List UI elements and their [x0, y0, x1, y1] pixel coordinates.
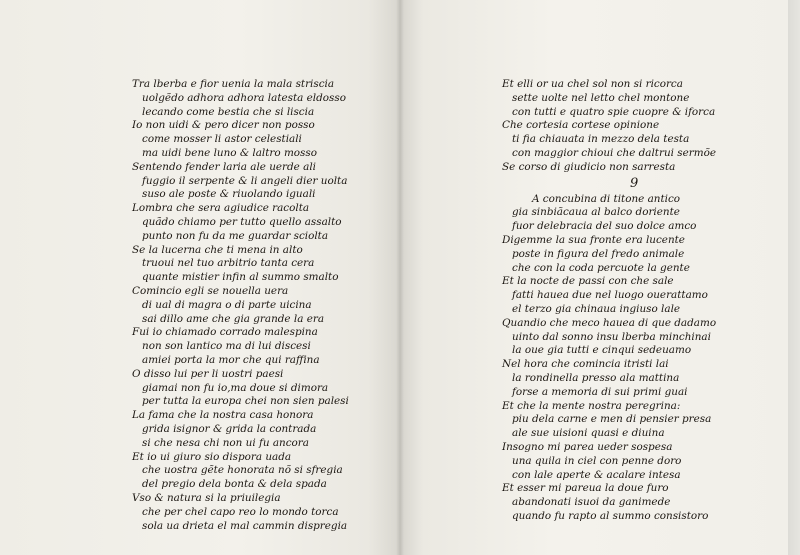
verse-line: per tutta la europa chei non sien palesi	[142, 395, 349, 408]
verse-line: Sentendo fender laria ale uerde ali	[132, 160, 316, 173]
verse-line: Nel hora che comincia itristi lai	[502, 358, 669, 371]
verse-line: piu dela carne e men di pensier presa	[512, 413, 712, 426]
canto-first-line	[502, 193, 716, 207]
verse-line: Et che la mente nostra peregrina:	[502, 399, 681, 412]
verse-line: Insogno mi parea ueder sospesa	[502, 440, 673, 453]
verse-line: Fui io chiamado corrado malespina	[132, 326, 318, 339]
verse-line: Et io ui giuro sio dispora uada	[132, 450, 292, 463]
verse-line: sola ua drieta el mal cammin dispregia	[142, 519, 348, 532]
verse-line: la rondinella presso ala mattina	[512, 371, 680, 384]
verse-line: suso ale poste & riuolando iguali	[142, 188, 316, 201]
verse-line: truoui nel tuo arbitrio tanta cera	[142, 257, 315, 270]
verse-line: Che cortesia cortese opinione	[502, 119, 660, 132]
left-page-text	[132, 78, 349, 533]
right-page-text-top	[502, 78, 716, 175]
verse-line: fatti hauea due nel luogo ouerattamo	[512, 289, 708, 302]
verse-line: quãdo chiamo per tutto quello assalto	[142, 215, 342, 228]
verse-line: Et elli or ua chel sol non si ricorca	[502, 78, 683, 90]
verse-line: Comincio egli se nouella uera	[132, 284, 289, 297]
verse-line: poste in figura del fredo animale	[512, 247, 685, 260]
background-edge	[788, 0, 800, 555]
verse-line: sette uolte nel letto chel montone	[512, 91, 690, 104]
verse-line: gia sinbiãcaua al balco doriente	[512, 206, 680, 219]
verse-line: Vso & natura si la priuilegia	[132, 491, 281, 504]
verse-line: con lale aperte & acalare intesa	[512, 468, 681, 481]
right-page-text-bottom	[502, 206, 716, 523]
verse-line: sai dillo ame che gia grande la era	[142, 312, 325, 325]
verse-line: Et la nocte de passi con che sale	[502, 275, 674, 288]
verse-line: punto non fu da me guardar sciolta	[142, 229, 329, 242]
verse-line: Se corso di giudicio non sarresta	[502, 160, 676, 173]
verse-line: Digemme la sua fronte era lucente	[502, 233, 685, 246]
verse-line: Tra lberba e fior uenia la mala striscia	[132, 78, 335, 90]
verse-line: con maggior chioui che daltrui sermõe	[512, 146, 716, 159]
verse-line: O disso lui per li uostri paesi	[132, 367, 284, 380]
verse-line: Io non uidi & pero dicer non posso	[132, 119, 315, 132]
verse-line: ma uidi bene luno & laltro mosso	[142, 146, 317, 159]
verse-line: Quandio che meco hauea di que dadamo	[502, 316, 717, 329]
verse-line: che uostra gẽte honorata nõ si sfregia	[142, 464, 343, 477]
book-gutter	[396, 0, 404, 555]
verse-line: giamai non fu io,ma doue si dimora	[142, 381, 329, 394]
verse-line: Lombra che sera agiudice racolta	[132, 202, 310, 215]
right-page-text	[502, 78, 716, 524]
verse-line: la oue gia tutti e cinqui sedeuamo	[512, 344, 692, 357]
verse-line: lecando come bestia che si liscia	[142, 105, 315, 118]
verse-line: quante mistier infin al summo smalto	[142, 271, 339, 284]
verse-line: come mosser li astor celestiali	[142, 133, 302, 146]
verse-line: Se la lucerna che ti mena in alto	[132, 243, 303, 256]
verse-line: Et esser mi pareua la doue furo	[502, 482, 669, 495]
verse-line: con tutti e quatro spie cuopre & iforca	[512, 105, 716, 118]
canto-first-line-text: A concubina di titone antico	[532, 192, 681, 205]
verse-line: grida isignor & grida la contrada	[142, 422, 317, 435]
verse-line: ti fia chiauata in mezzo dela testa	[512, 133, 690, 146]
verse-line: si che nesa chi non ui fu ancora	[142, 436, 309, 449]
verse-line: uinto dal sonno insu lberba minchinai	[512, 330, 711, 343]
verse-line: che per chel capo reo lo mondo torca	[142, 505, 339, 518]
verse-line: amiei porta la mor che qui raffina	[142, 353, 320, 366]
verse-line: che con la coda percuote la gente	[512, 261, 690, 274]
verse-line: uolgẽdo adhora adhora latesta eldosso	[142, 91, 346, 104]
canto-number: 9	[630, 175, 639, 191]
verse-line: non son lantico ma di lui discesi	[142, 340, 311, 353]
verse-line: fuggio il serpente & li angeli dier uolta	[142, 174, 348, 187]
verse-line: del pregio dela bonta & dela spada	[142, 478, 327, 491]
verse-line: fuor delebracia del suo dolce amco	[512, 220, 697, 233]
verse-line: forse a memoria di sui primi guai	[512, 385, 688, 398]
verse-line: La fama che la nostra casa honora	[132, 409, 314, 422]
verse-line: quando fu rapto al summo consistoro	[512, 509, 709, 522]
verse-line: una quila in ciel con penne doro	[512, 454, 682, 467]
verse-line: di ual di magra o di parte uicina	[142, 298, 312, 311]
verse-line: el terzo gia chinaua ingiuso lale	[512, 302, 681, 315]
verse-line: abandonati isuoi da ganimede	[512, 496, 671, 509]
verse-line: ale sue uisioni quasi e diuina	[512, 427, 665, 440]
